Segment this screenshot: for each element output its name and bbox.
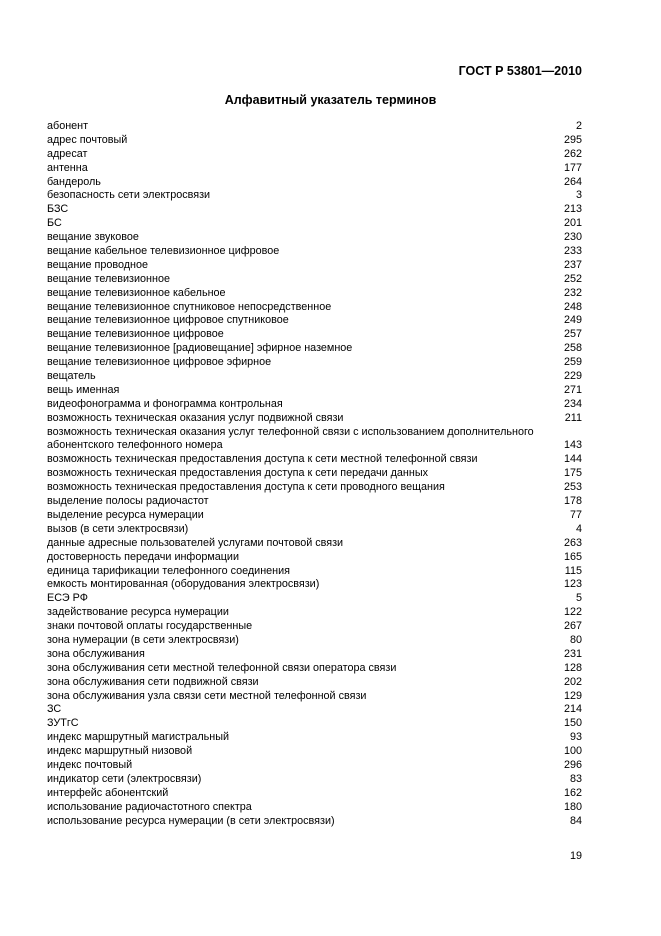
index-entry [47,453,582,467]
index-entry [47,537,582,551]
index-term [47,703,564,717]
index-entry [47,217,582,231]
index-page-number: 201 [563,217,582,230]
index-term [47,189,576,203]
index-entry [47,412,582,426]
index-term [47,495,564,509]
index-term [47,328,564,342]
index-entry [47,815,582,829]
index-term [47,426,564,454]
index-page-number: 80 [569,633,582,646]
index-term [47,634,570,648]
index-term [47,453,564,467]
index-term-text: зона обслуживания узла связи сети местной телефонной связи [47,689,367,702]
index-term [47,467,564,481]
index-term-text: выделение ресурса нумерации [47,508,204,521]
index-entry [47,134,582,148]
index-page-number: 230 [563,231,582,244]
index-entry [47,162,582,176]
index-page-number: 214 [563,703,582,716]
index-entry [47,551,582,565]
index-page-number: 252 [563,272,582,285]
index-term [47,148,564,162]
index-page-number: 258 [563,342,582,355]
index-term-text: бандероль [47,175,101,188]
index-term [47,676,564,690]
index-page-number: 249 [563,314,582,327]
index-page-number: 211 [564,411,582,424]
index-term-text: ЕСЭ РФ [47,592,88,605]
index-entry [47,592,582,606]
index-term-text: возможность техническая оказания услуг телефонной связи с использованием дополнительного [47,425,534,438]
index-term-text: возможность техническая предоставления доступа к сети местной телефонной связи [47,453,478,466]
index-entry [47,148,582,162]
index-page-number: 232 [563,286,582,299]
index-entry [47,426,582,454]
index-term-text: индекс маршрутный низовой [47,745,193,758]
index-entry [47,189,582,203]
index-term-text: использование ресурса нумерации (в сети электросвязи) [47,814,335,827]
index-page-number: 271 [563,383,582,396]
index-entry [47,273,582,287]
index-term-text: зона нумерации (в сети электросвязи) [47,633,239,646]
index-page-number: 202 [563,675,582,688]
index-entry [47,620,582,634]
index-page-number: 143 [563,439,582,452]
index-entry [47,717,582,731]
index-entry [47,384,582,398]
index-page-number: 93 [569,731,582,744]
index-term-continuation: абонентского телефонного номера [47,439,223,452]
index-term-text: вещание телевизионное цифровое спутниковое [47,314,289,327]
index-entry [47,370,582,384]
index-term-text: ЗС [47,703,62,716]
index-term [47,551,564,565]
index-term-text: зона обслуживания сети подвижной связи [47,675,259,688]
index-entry [47,606,582,620]
index-term-text: вещь именная [47,383,120,396]
index-page-number: 115 [564,564,582,577]
index-entry [47,120,582,134]
index-term-text: вещание телевизионное цифровое [47,328,224,341]
index-term [47,523,576,537]
index-entry [47,287,582,301]
index-term-text: возможность техническая предоставления доступа к сети проводного вещания [47,481,445,494]
index-term [47,287,564,301]
index-term [47,773,570,787]
index-term-text: задействование ресурса нумерации [47,606,229,619]
index-term [47,620,564,634]
index-entry [47,176,582,190]
index-term [47,509,570,523]
index-entry [47,203,582,217]
index-entry [47,690,582,704]
index-entry [47,301,582,315]
index-term [47,217,564,231]
index-term-text: вызов (в сети электросвязи) [47,522,189,535]
index-term [47,578,564,592]
index-term-text: адресат [47,147,88,160]
index-page-number: 233 [563,245,582,257]
index-entry [47,648,582,662]
index-term-text: адрес почтовый [47,133,128,146]
index-term [47,815,570,829]
index-page-number: 129 [563,689,582,702]
index-term-text: зона обслуживания сети местной телефонной связи оператора связи [47,661,397,674]
index-term-text: ЗУТгС [47,717,79,730]
index-term [47,787,564,801]
index-page-number: 4 [575,522,582,535]
index-term-text: выделение полосы радиочастот [47,495,209,508]
index-page-number: 259 [563,356,582,369]
index-term-text: зона обслуживания [47,647,145,660]
index-term-text: абонент [47,119,89,132]
index-page-number: 213 [563,203,582,216]
index-term [47,662,564,676]
index-page-number: 3 [575,189,582,202]
index-page-number: 253 [563,481,582,494]
page-number: 19 [569,850,582,862]
index-page-number: 231 [563,647,582,660]
index-page-number: 84 [569,814,582,827]
index-term-text: емкость монтированная (оборудования электросвязи) [47,578,320,591]
index-entry [47,634,582,648]
index-term [47,759,564,773]
index-page-number: 295 [563,133,582,146]
index-term-text: данные адресные пользователей услугами почтовой связи [47,536,344,549]
index-term-text: БС [47,217,62,230]
index-term [47,231,564,245]
index-page-number: 128 [563,661,582,674]
index-entry [47,495,582,509]
index-entry [47,398,582,412]
index-term-text: видеофонограмма и фонограмма контрольная [47,397,283,410]
index-page-number: 123 [563,578,582,591]
index-entry [47,578,582,592]
index-term-text: индекс почтовый [47,758,133,771]
index-term-text: достоверность передачи информации [47,550,239,563]
index-term [47,384,564,398]
index-page-number: 5 [575,592,582,605]
index-term-text: антенна [47,161,88,174]
index-page-number: 234 [563,397,582,410]
index-entry [47,787,582,801]
index-term [47,245,564,259]
index-page-number: 177 [563,161,582,174]
index-entry [47,509,582,523]
index-term [47,259,564,273]
index-term [47,592,576,606]
index-term-text: индекс маршрутный магистральный [47,731,230,744]
index-term [47,648,564,662]
index-page-number: 262 [563,147,582,160]
index-term-text: интерфейс абонентский [47,786,169,799]
index-term [47,801,564,815]
index-term-text: единица тарификации телефонного соединения [47,564,290,577]
index-page-number: 229 [563,370,582,383]
index-entry [47,328,582,342]
index-page-number: 2 [575,119,582,132]
index-page-number: 165 [563,550,582,563]
index-entry [47,731,582,745]
index-entry [47,481,582,495]
index-term [47,301,564,315]
index-page-number: 144 [563,453,582,466]
term-index-list [47,120,582,828]
index-page-number: 175 [563,467,582,480]
index-term [47,356,564,370]
index-page-number: 150 [563,717,582,730]
document-id: ГОСТ Р 53801—2010 [458,64,582,78]
index-term [47,731,570,745]
index-term [47,565,565,579]
index-term-text: вещание проводное [47,258,149,271]
index-term-text: индикатор сети (электросвязи) [47,772,202,785]
index-term [47,203,564,217]
index-entry [47,523,582,537]
index-term [47,481,564,495]
index-entry [47,356,582,370]
index-entry [47,565,582,579]
index-entry [47,342,582,356]
index-term-text: возможность техническая оказания услуг подвижной связи [47,411,344,424]
index-page-number: 83 [569,772,582,785]
index-page-number: 267 [563,620,582,633]
index-entry [47,773,582,787]
index-term [47,690,564,704]
index-term [47,176,564,190]
index-term-text: вещание телевизионное [47,272,170,285]
index-term [47,370,564,384]
index-term-text: знаки почтовой оплаты государственные [47,620,253,633]
index-entry [47,245,582,259]
index-entry [47,314,582,328]
index-page-number: 264 [563,175,582,188]
index-entry [47,759,582,773]
index-term-text: вещание телевизионное кабельное [47,286,226,299]
index-title: Алфавитный указатель терминов [224,93,437,107]
index-entry [47,801,582,815]
index-term [47,120,576,134]
index-term [47,162,564,176]
index-page-number: 180 [563,800,582,813]
index-term-text: возможность техническая предоставления доступа к сети передачи данных [47,467,429,480]
index-term [47,273,564,287]
index-entry [47,703,582,717]
index-term-text: вещание звуковое [47,231,139,244]
index-entry [47,676,582,690]
index-term-text: вещание телевизионное цифровое эфирное [47,356,272,369]
index-term-text: вещание телевизионное спутниковое непосредственное [47,300,332,313]
index-term [47,342,564,356]
index-page-number: 248 [563,300,582,313]
index-entry [47,662,582,676]
index-entry [47,745,582,759]
index-term-text: БЗС [47,203,69,216]
index-term [47,314,564,328]
index-page-number: 263 [563,536,582,549]
index-term-text: вещание телевизионное [радиовещание] эфирное наземное [47,342,353,355]
index-term-text: вещание кабельное телевизионное цифровое [47,245,280,257]
index-page-number: 296 [563,758,582,771]
index-entry [47,467,582,481]
index-term [47,134,564,148]
index-term [47,745,564,759]
index-term [47,412,565,426]
index-term [47,398,564,412]
index-page-number: 122 [563,606,582,619]
index-page-number: 178 [563,495,582,508]
index-term [47,717,564,731]
index-term-text: использование радиочастотного спектра [47,800,252,813]
index-page-number: 77 [569,508,582,521]
index-term-text: вещатель [47,370,96,383]
index-page-number: 100 [563,745,582,758]
index-page-number: 237 [563,258,582,271]
index-page-number: 162 [563,786,582,799]
index-term [47,606,564,620]
index-entry [47,259,582,273]
index-term-text: безопасность сети электросвязи [47,189,211,202]
index-page-number: 257 [563,328,582,341]
index-term [47,537,564,551]
index-entry [47,231,582,245]
